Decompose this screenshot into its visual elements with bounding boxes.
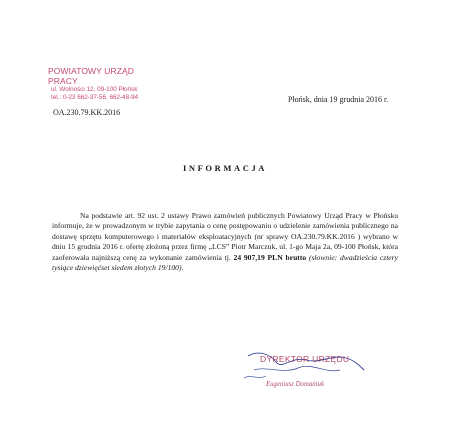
amount-words: (słownie: dwadzieścia cztery tysiące dziewięćset siedem złotych 19/100) <box>52 252 399 273</box>
amount-text: 24 907,19 PLN brutto <box>233 252 307 262</box>
director-signature-block <box>236 350 376 394</box>
stamp-address: ul. Wolności 12, 09-100 Płońsk <box>51 86 138 93</box>
signature-stamp-name: Eugeniusz Domaniuk <box>266 381 324 388</box>
document-title: INFORMACJA <box>182 163 268 173</box>
stamp-name: POWIATOWY URZĄD PRACY <box>48 66 135 86</box>
stamp-phone: tel.: 0-23 662-37-56, 662-48-94 <box>51 94 139 101</box>
signature-stamp-title: DYREKTOR URZĘDU <box>260 354 350 364</box>
reference-number: OA.230.79.KK.2016 <box>53 108 121 117</box>
body-paragraph <box>52 211 398 273</box>
institution-stamp <box>48 66 158 102</box>
date-line: Płońsk, dnia 19 grudnia 2016 r. <box>288 95 389 104</box>
body-text: Na podstawie art. 92 ust. 2 ustawy Prawo zamówień publicznych Powiatowy Urząd Pracy w Płońsku informuje, że w prowadzonym w trybie zapytania o cenę postępowaniu o udzielenie zamówienia publicznego na dostawę sprzętu komputerowego i materiałów eksploatacyjnych (nr sprawy OA.230.79.KK.2016 ) wybrano w dniu 15 grudnia 2016 r. ofertę złożoną przez firmę „LCS” Piotr Marczuk, ul. 1-go Maja 2a, 09-100 Płońsk, która zaoferowała najniższą cenę za wykonanie zamówienia tj. <box>52 211 398 262</box>
sentence-end: . <box>181 263 184 273</box>
